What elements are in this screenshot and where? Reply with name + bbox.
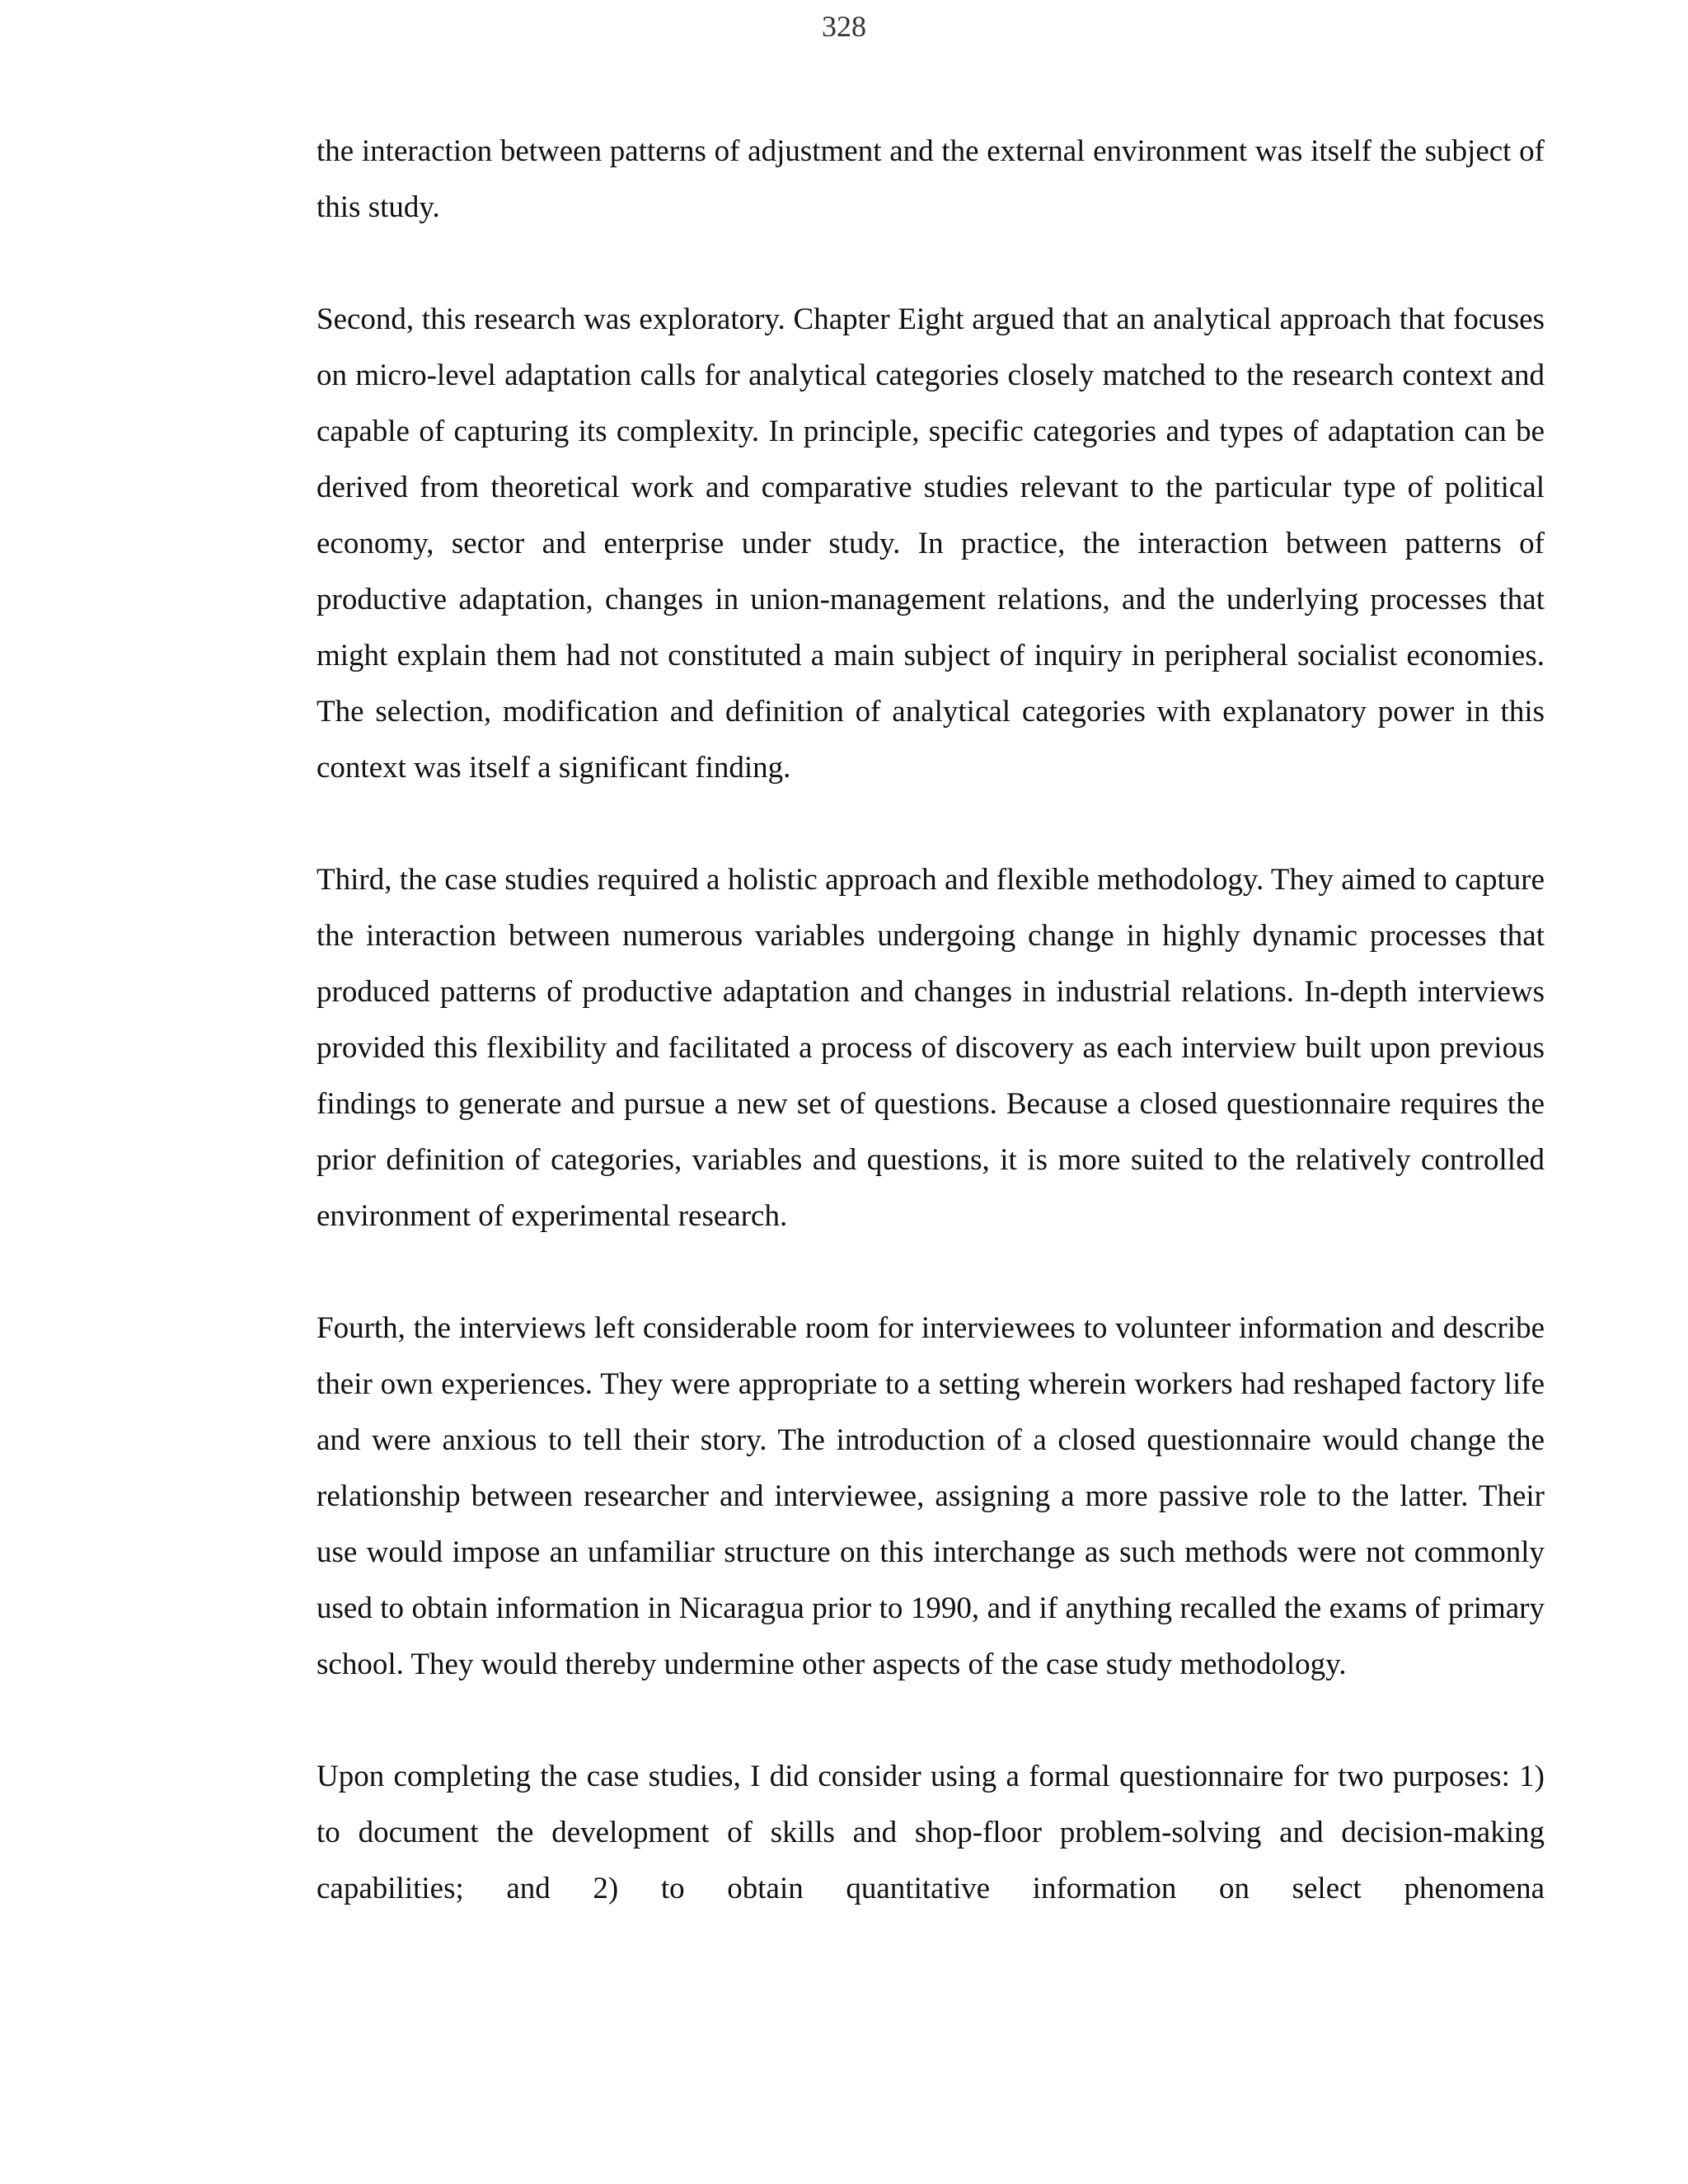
paragraph-3: Third, the case studies required a holistic approach and flexible methodology. They aimed to capture the interaction between numerous variables undergoing change in highly dynamic processes that produced patterns of productive adaptation and changes in industrial relations. In-depth interviews provided this flexibility and facilitated a process of discovery as each interview built upon previous findings to generate and pursue a new set of questions. Because a closed questionnaire requires the prior definition of categories, variables and questions, it is more suited to the relatively controlled environment of experimental research. [316,863,1545,1233]
paragraph-5: Upon completing the case studies, I did consider using a formal questionnaire for two purposes: 1) to document the development of skills and shop-floor problem-solving and decision-making capabilities; and 2) to obtain quantitative information on select phenomena [316,1760,1545,1905]
paragraph-1: the interaction between patterns of adjustment and the external environment was itself the subject of this study. [316,134,1545,224]
paragraph-2: Second, this research was exploratory. Chapter Eight argued that an analytical approach that focuses on micro-level adaptation calls for analytical categories closely matched to the research context and capable of capturing its complexity. In principle, specific categories and types of adaptation can be derived from theoretical work and comparative studies relevant to the particular type of political economy, sector and enterprise under study. In practice, the interaction between patterns of productive adaptation, changes in union-management relations, and the underlying processes that might explain them had not constituted a main subject of inquiry in peripheral socialist economies. The selection, modification and definition of analytical categories with explanatory power in this context was itself a significant finding. [316,302,1545,785]
body-text [316,124,1545,1917]
paragraph-4: Fourth, the interviews left considerable room for interviewees to volunteer information and describe their own experiences. They were appropriate to a setting wherein workers had reshaped factory life and were anxious to tell their story. The introduction of a closed questionnaire would change the relationship between researcher and interviewee, assigning a more passive role to the latter. Their use would impose an unfamiliar structure on this interchange as such methods were not commonly used to obtain information in Nicaragua prior to 1990, and if anything recalled the exams of primary school. They would thereby undermine other aspects of the case study methodology. [316,1311,1545,1681]
page-number: 328 [822,10,866,43]
